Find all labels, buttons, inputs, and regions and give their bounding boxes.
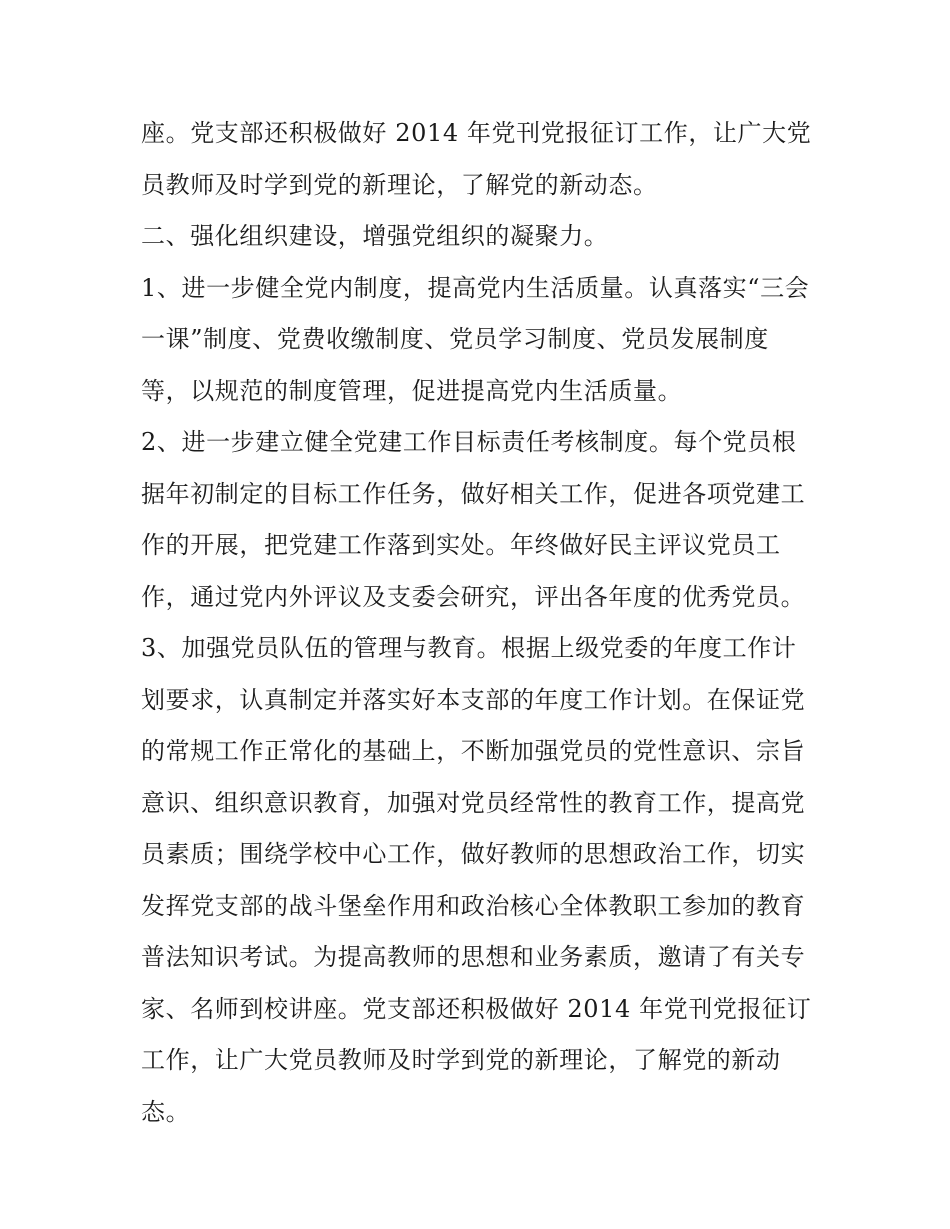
text-line: 态。 bbox=[141, 1097, 191, 1126]
section-heading: 二、强化组织建设，增强党组织的凝聚力。 bbox=[141, 222, 609, 250]
text-line: 划要求，认真制定并落实好本支部的年度工作计划。在保证党 bbox=[141, 685, 806, 714]
text-line: 的常规工作正常化的基础上，不断加强党员的党性意识、宗旨 bbox=[141, 737, 806, 765]
text-line: 据年初制定的目标工作任务，做好相关工作，促进各项党建工 bbox=[141, 479, 806, 508]
text-line: 作，通过党内外评议及支委会研究，评出各年度的优秀党员。 bbox=[141, 582, 806, 611]
text-line: 意识、组织意识教育，加强对党员经常性的教育工作，提高党 bbox=[141, 788, 806, 817]
text-line: 员教师及时学到党的新理论，了解党的新动态。 bbox=[141, 170, 658, 199]
text-line: 一课”制度、党费收缴制度、党员学习制度、党员发展制度 bbox=[141, 325, 769, 353]
text-line: 作的开展，把党建工作落到实处。年终做好民主评议党员工 bbox=[141, 531, 781, 559]
text-line: 普法知识考试。为提高教师的思想和业务素质，邀请了有关专 bbox=[141, 943, 806, 971]
text-line: 员素质；围绕学校中心工作，做好教师的思想政治工作，切实 bbox=[141, 840, 806, 868]
text-line: 2、进一步建立健全党建工作目标责任考核制度。每个党员根 bbox=[141, 428, 797, 456]
text-line: 工作，让广大党员教师及时学到党的新理论，了解党的新动 bbox=[141, 1046, 781, 1074]
text-line: 家、名师到校讲座。党支部还积极做好 2014 年党刊党报征订 bbox=[141, 994, 812, 1023]
text-line: 1、进一步健全党内制度，提高党内生活质量。认真落实“三会 bbox=[141, 273, 810, 302]
text-line: 座。党支部还积极做好 2014 年党刊党报征订工作，让广大党 bbox=[141, 119, 812, 147]
text-line: 等，以规范的制度管理，促进提高党内生活质量。 bbox=[141, 376, 683, 405]
text-line: 发挥党支部的战斗堡垒作用和政治核心全体教职工参加的教育 bbox=[141, 891, 806, 920]
document-body bbox=[141, 108, 821, 1138]
text-line: 3、加强党员队伍的管理与教育。根据上级党委的年度工作计 bbox=[141, 634, 797, 662]
